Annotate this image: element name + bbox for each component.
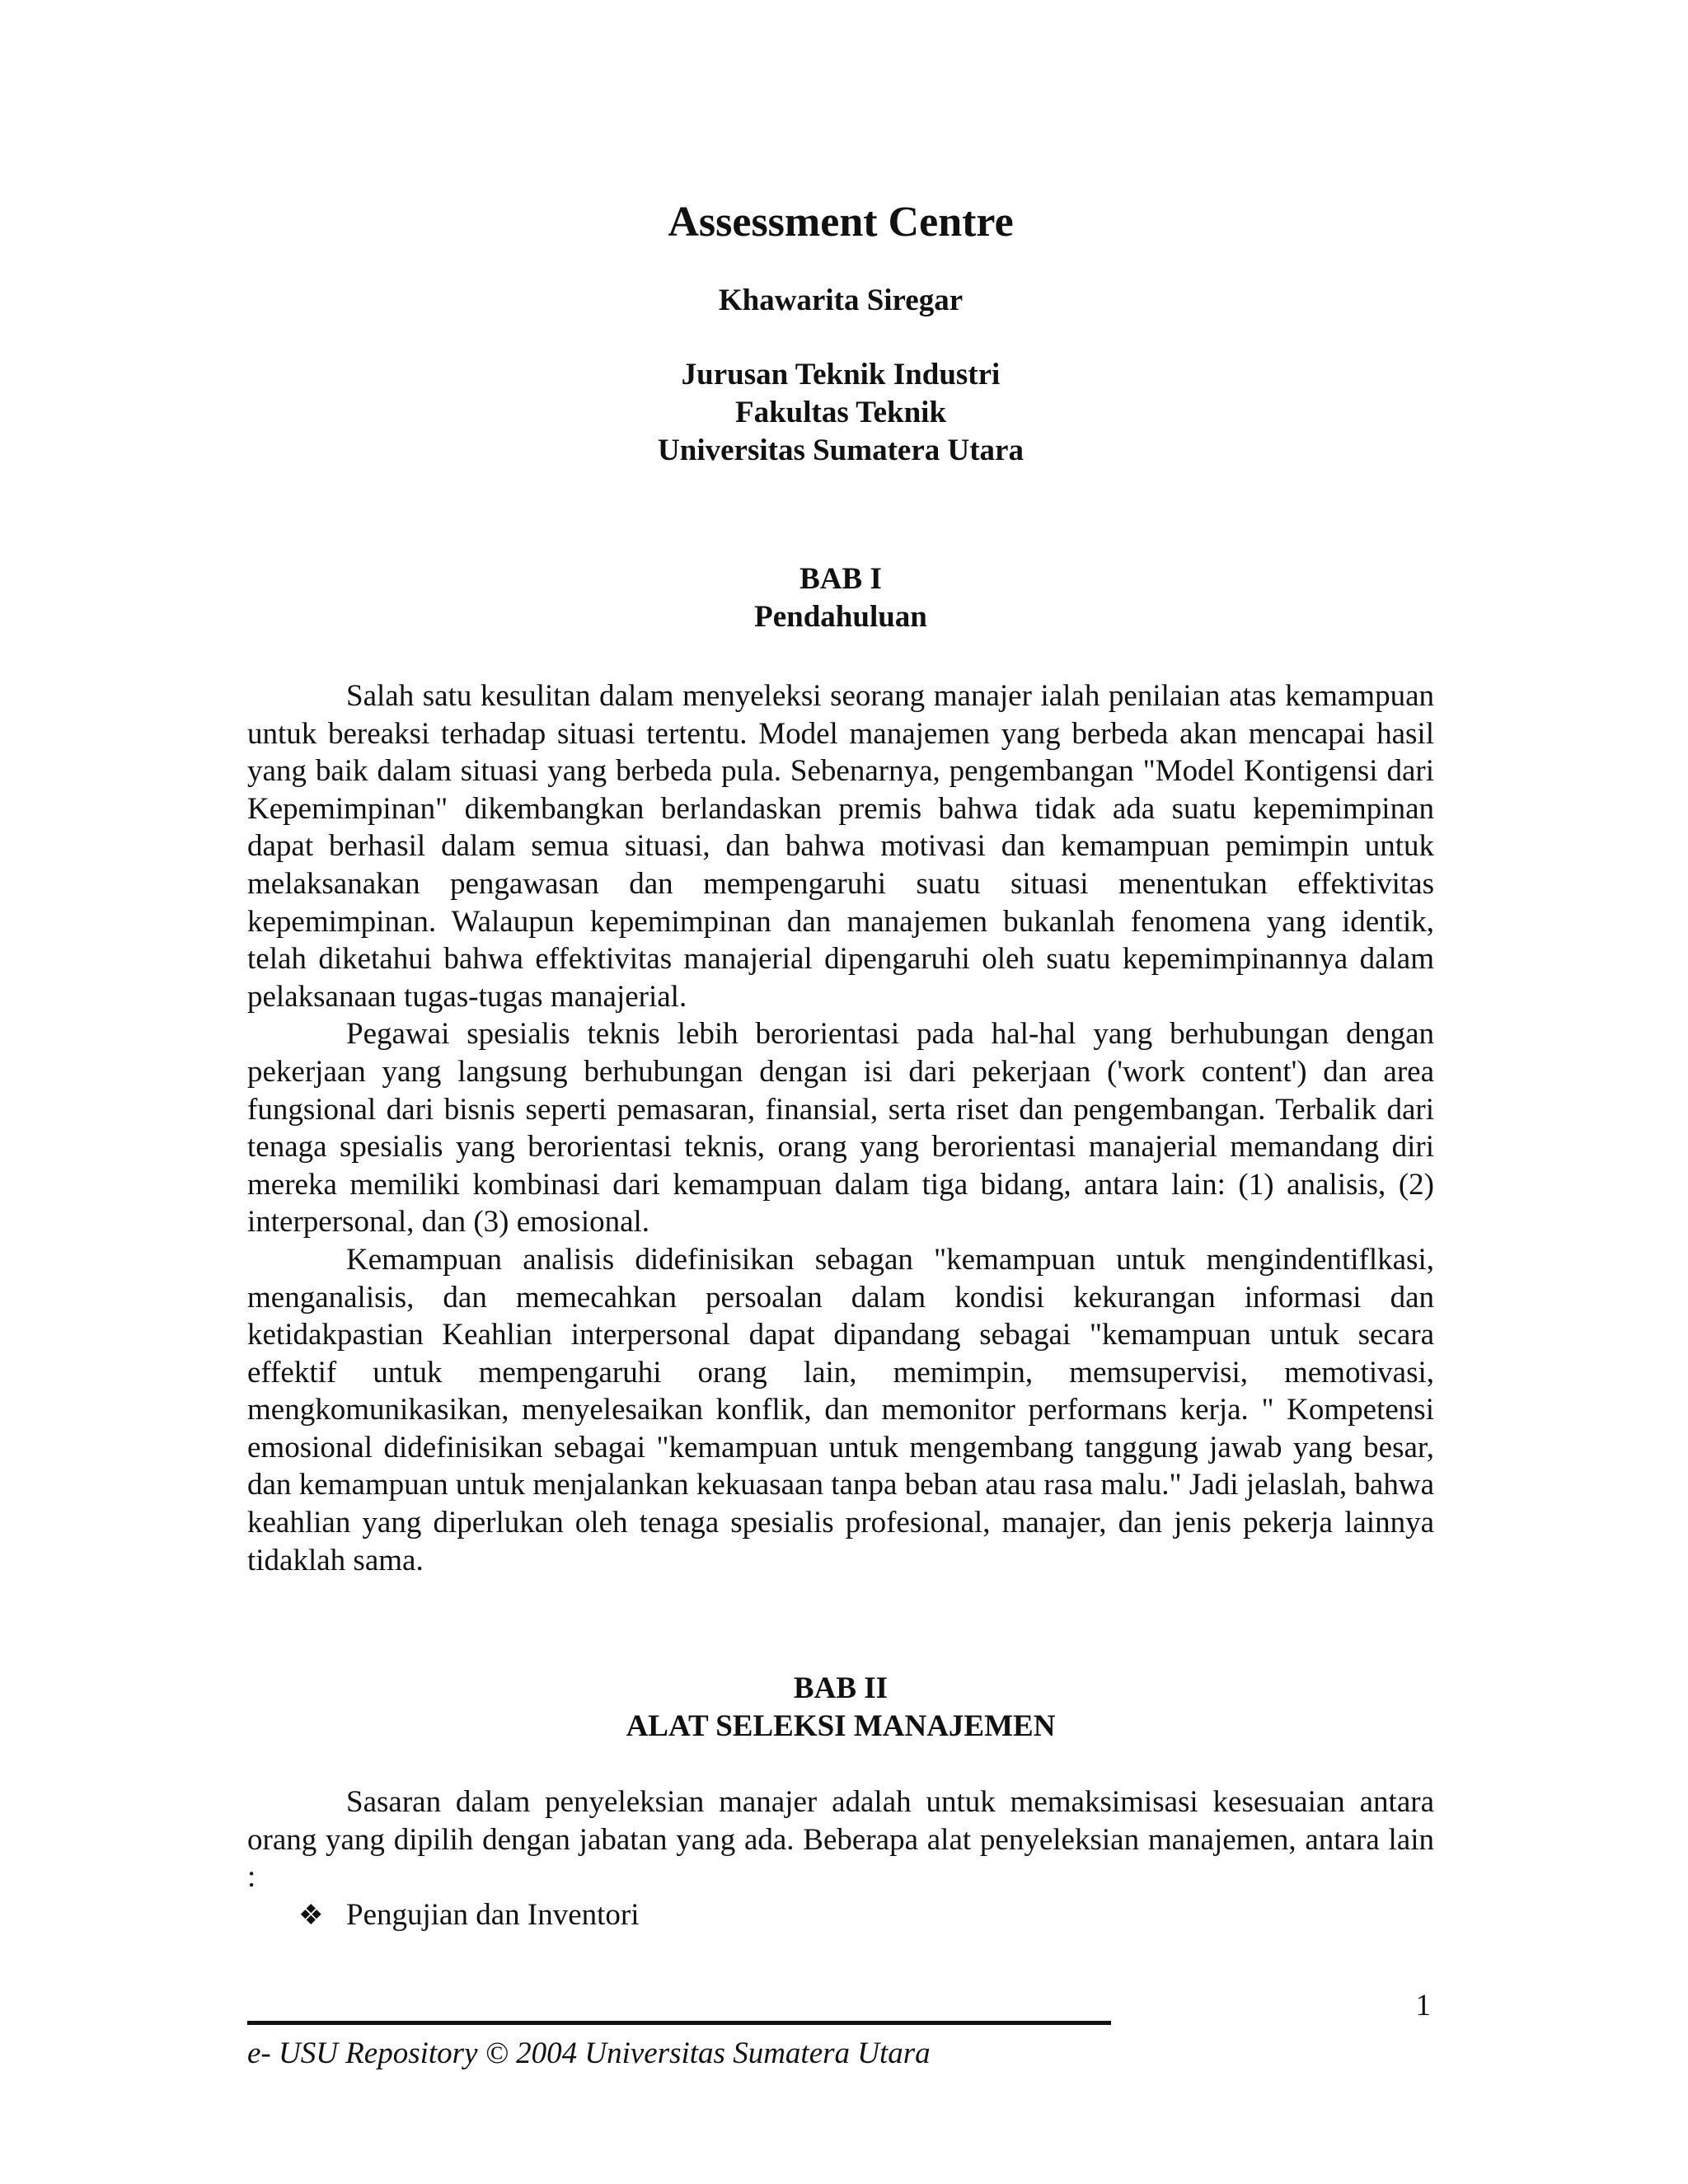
chapter-2-title: ALAT SELEKSI MANAJEMEN xyxy=(626,1709,1056,1744)
chapter-1-paragraph: Salah satu kesulitan dalam menyeleksi seorang manajer ialah penilaian atas kemampuan untuk bereaksi terhadap situasi tertentu. Model manajemen yang berbeda akan mencapai hasil yang baik dalam situasi yang berbeda pula. Sebenarnya, pengembangan "Model Kontigensi dari Kepemimpinan" dikembangkan berlandaskan premis bahwa tidak ada suatu kepemimpinan dapat berhasil dalam semua situasi, dan bahwa motivasi dan kemampuan pemimpin untuk melaksanakan pengawasan dan mempengaruhi suatu situasi menentukan effektivitas kepemimpinan. Walaupun kepemimpinan dan manajemen bukanlah fenomena yang identik, telah diketahui bahwa effektivitas manajerial dipengaruhi oleh suatu kepemimpinannya dalam pelaksanaan tugas-tugas manajerial. xyxy=(247,679,1434,1014)
chapter-1-paragraph: Kemampuan analisis didefinisikan sebagan "kemampuan untuk mengindentiflkasi, menganalisis, dan memecahkan persoalan dalam kondisi kekurangan informasi dan ketidakpastian Keahlian interpersonal dapat dipandang sebagai "kemampuan untuk secara effektif untuk mempengaruhi orang lain, memimpin, memsupervisi, memotivasi, mengkomunikasikan, menyelesaikan konflik, dan memonitor performans kerja. " Kompetensi emosional didefinisikan sebagai "kemampuan untuk mengembang tanggung jawab yang besar, dan kemampuan untuk menjalankan kekuasaan tanpa beban atau rasa malu." Jadi jelaslah, bahwa keahlian yang diperlukan oleh tenaga spesialis profesional, manajer, dan jenis pekerja lainnya tidaklah sama. xyxy=(247,1242,1434,1577)
list-item-text: Pengujian dan Inventori xyxy=(346,1898,640,1933)
page-number: 1 xyxy=(1415,1989,1431,2022)
chapter-1-number: BAB I xyxy=(799,562,882,596)
four-diamond-bullet-icon: ❖ xyxy=(298,1900,324,1932)
affiliation-department: Jurusan Teknik Industri xyxy=(681,358,1001,391)
paper-title: Assessment Centre xyxy=(668,199,1014,246)
chapter-1-heading xyxy=(247,560,1434,636)
affiliation-faculty: Fakultas Teknik xyxy=(734,396,947,429)
chapter-2-number: BAB II xyxy=(793,1671,889,1706)
affiliation-university: Universitas Sumatera Utara xyxy=(658,434,1024,467)
footer-repository-text: e- USU Repository © 2004 Universitas Sumatera Utara xyxy=(247,2036,931,2070)
affiliation-block xyxy=(247,356,1434,470)
chapter-2-heading xyxy=(247,1670,1434,1746)
author-name: Khawarita Siregar xyxy=(718,284,964,317)
chapter-1-paragraph: Pegawai spesialis teknis lebih berorientasi pada hal-hal yang berhubungan dengan pekerjaan yang langsung berhubungan dengan isi dari pekerjaan ('work content') dan area fungsional dari bisnis seperti pemasaran, finansial, serta riset dan pengembangan. Terbalik dari tenaga spesialis yang berorientasi teknis, orang yang berorientasi manajerial memandang diri mereka memiliki kombinasi dari kemampuan dalam tiga bidang, antara lain: (1) analisis, (2) interpersonal, dan (3) emosional. xyxy=(247,1017,1434,1240)
chapter-2-paragraph: Sasaran dalam penyeleksian manajer adalah untuk memaksimisasi kesesuaian antara orang yang dipilih dengan jabatan yang ada. Beberapa alat penyeleksian manajemen, antara lain : xyxy=(247,1785,1434,1895)
footer-divider xyxy=(247,2021,1111,2025)
list-item xyxy=(298,1896,1434,1935)
chapter-1-title: Pendahuluan xyxy=(754,600,927,634)
document-content xyxy=(247,198,1434,1935)
selection-tools-list xyxy=(247,1896,1434,1935)
